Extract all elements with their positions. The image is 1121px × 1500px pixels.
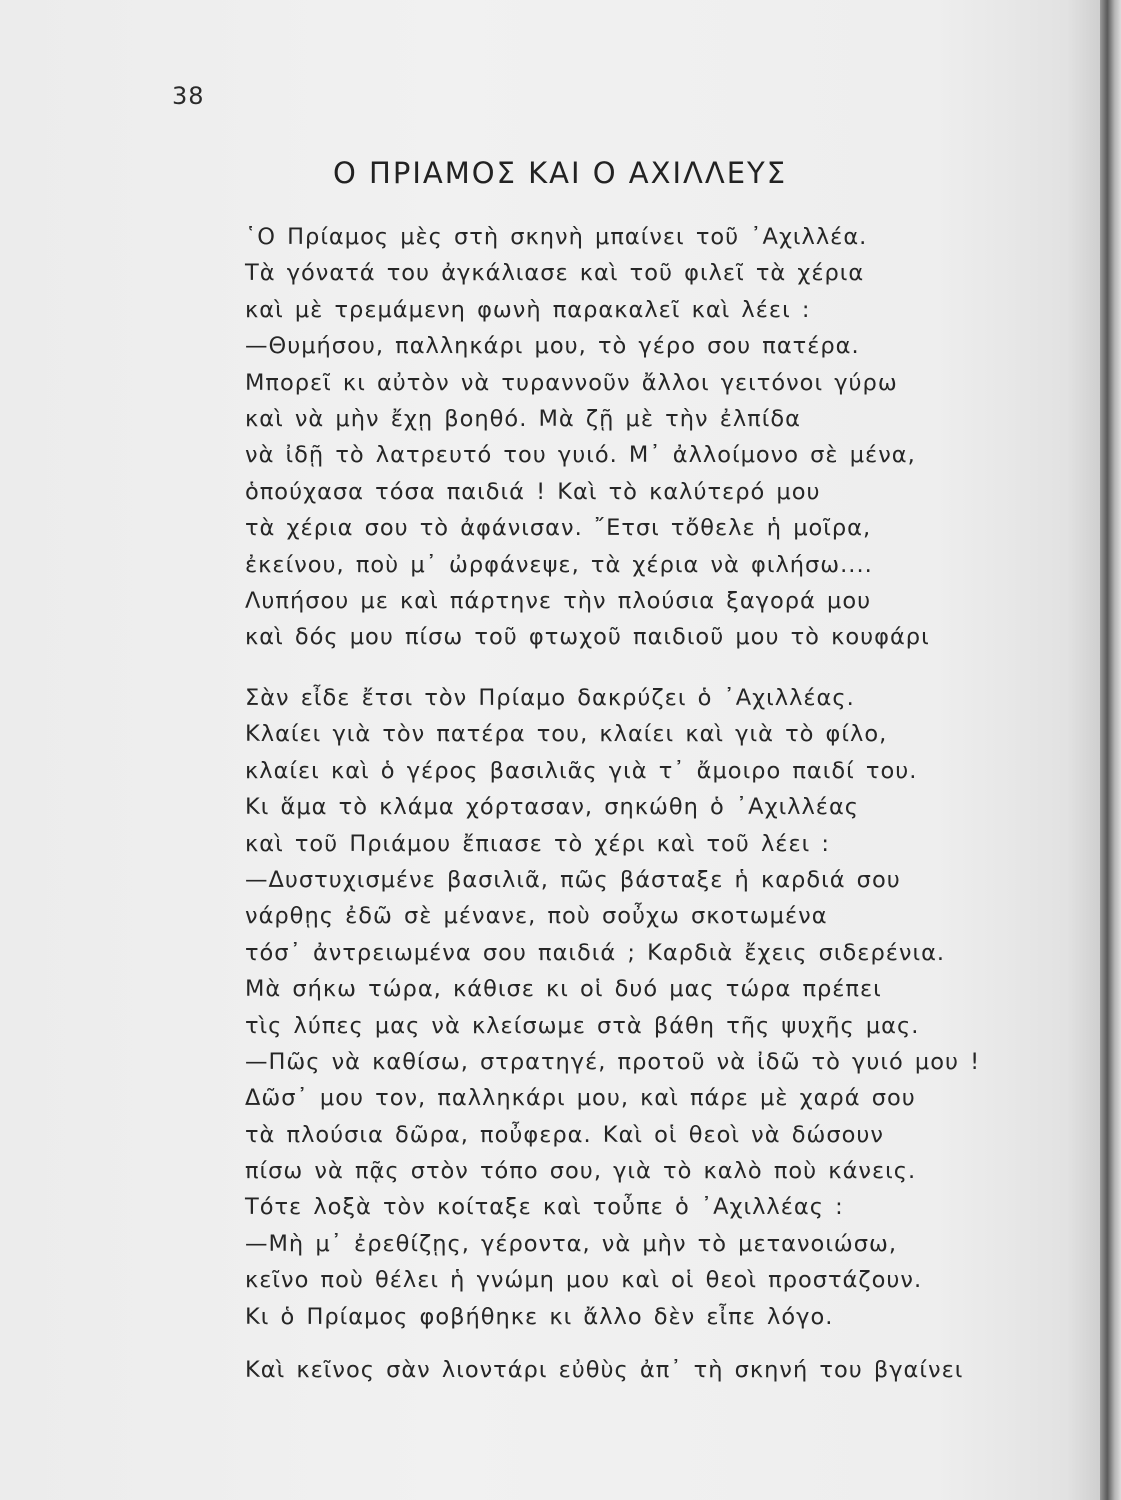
verse-line: καὶ τοῦ Πριάμου ἔπιασε τὸ χέρι καὶ τοῦ λέει : xyxy=(245,830,830,857)
verse-line: καὶ δός μου πίσω τοῦ φτωχοῦ παιδιοῦ μου τὸ κουφάρι xyxy=(245,624,930,651)
verse-line: —Πῶς νὰ καθίσω, στρατηγέ, προτοῦ νὰ ἰδῶ τὸ γυιό μου ! xyxy=(245,1048,981,1075)
verse-line: κλαίει καὶ ὁ γέρος βασιλιᾶς γιὰ τ᾿ ἄμοιρο παιδί του. xyxy=(245,757,918,784)
verse-line: ἐκείνου, ποὺ μ᾿ ὠρφάνεψε, τὰ χέρια νὰ φιλήσω.... xyxy=(245,551,873,578)
verse-line: —Θυμήσου, παλληκάρι μου, τὸ γέρο σου πατέρα. xyxy=(245,333,860,360)
verse-line: νάρθῃς ἐδῶ σὲ μένανε, ποὺ σοὖχω σκοτωμένα xyxy=(245,903,828,930)
verse-line: Κι ὁ Πρίαμος φοβήθηκε κι ἄλλο δὲν εἶπε λόγο. xyxy=(245,1303,834,1330)
verse-line: Δῶσ᾿ μου τον, παλληκάρι μου, καὶ πάρε μὲ χαρά σου xyxy=(245,1085,916,1112)
verse-line: Καὶ κεῖνος σὰν λιοντάρι εὐθὺς ἀπ᾿ τὴ σκηνή του βγαίνει xyxy=(245,1357,964,1383)
verse-line: καὶ νὰ μὴν ἔχῃ βοηθό. Μὰ ζῇ μὲ τὴν ἐλπίδα xyxy=(245,405,801,432)
verse-line: τόσ᾿ ἀντρειωμένα σου παιδιά ; Καρδιὰ ἔχεις σιδερένια. xyxy=(245,939,946,966)
book-spine-shadow xyxy=(1100,0,1121,1500)
verse-line: κεῖνο ποὺ θέλει ἡ γνώμη μου καὶ οἱ θεοὶ προστάζουν. xyxy=(245,1267,923,1294)
verse-line: καὶ μὲ τρεμάμενη φωνὴ παρακαλεῖ καὶ λέει : xyxy=(245,296,811,323)
page-number: 38 xyxy=(172,82,205,110)
verse-line: Τὰ γόνατά του ἀγκάλιασε καὶ τοῦ φιλεῖ τὰ χέρια xyxy=(245,260,865,287)
verse-line: —Δυστυχισμένε βασιλιᾶ, πῶς βάσταξε ἡ καρδιά σου xyxy=(245,866,901,893)
stanza-2 xyxy=(245,680,980,1335)
verse-line: Μὰ σήκω τώρα, κάθισε κι οἱ δυό μας τώρα πρέπει xyxy=(245,976,882,1003)
verse-line: νὰ ἰδῇ τὸ λατρευτό του γυιό. Μ᾿ ἀλλοίμονο σὲ μένα, xyxy=(245,442,916,469)
stanza-3 xyxy=(245,1352,963,1388)
verse-line: πίσω νὰ πᾷς στὸν τόπο σου, γιὰ τὸ καλὸ ποὺ κάνεις. xyxy=(245,1158,917,1185)
verse-line: Σὰν εἶδε ἔτσι τὸν Πρίαμο δακρύζει ὁ ᾿Αχιλλέας. xyxy=(245,685,855,711)
verse-line: Τότε λοξὰ τὸν κοίταξε καὶ τοὖπε ὁ ᾿Αχιλλέας : xyxy=(245,1194,844,1221)
stanza-1 xyxy=(245,219,930,656)
verse-line: τὰ πλούσια δῶρα, ποὖφερα. Καὶ οἱ θεοὶ νὰ δώσουν xyxy=(245,1121,884,1148)
verse-line: Λυπήσου με καὶ πάρτηνε τὴν πλούσια ξαγορά μου xyxy=(245,587,872,614)
verse-line: Κι ἅμα τὸ κλάμα χόρτασαν, σηκώθη ὁ ᾿Αχιλλέας xyxy=(245,794,860,821)
poem-title: Ο ΠΡΙΑΜΟΣ ΚΑΙ Ο ΑΧΙΛΛΕΥΣ xyxy=(333,156,788,190)
verse-line: τὶς λύπες μας νὰ κλείσωμε στὰ βάθη τῆς ψυχῆς μας. xyxy=(245,1012,920,1039)
verse-line: Μπορεῖ κι αὐτὸν νὰ τυραννοῦν ἄλλοι γειτόνοι γύρω xyxy=(245,369,898,396)
verse-line: —Μὴ μ᾿ ἐρεθίζῃς, γέροντα, νὰ μὴν τὸ μετανοιώσω, xyxy=(245,1230,898,1257)
verse-line: ῾Ο Πρίαμος μὲς στὴ σκηνὴ μπαίνει τοῦ ᾿Αχιλλέα. xyxy=(245,224,868,250)
verse-line: ὁπούχασα τόσα παιδιά ! Καὶ τὸ καλύτερό μου xyxy=(245,478,821,505)
verse-line: τὰ χέρια σου τὸ ἀφάνισαν. ῎Ετσι τὄθελε ἡ μοῖρα, xyxy=(245,515,872,542)
verse-line: Κλαίει γιὰ τὸν πατέρα του, κλαίει καὶ γιὰ τὸ φίλο, xyxy=(245,721,888,748)
